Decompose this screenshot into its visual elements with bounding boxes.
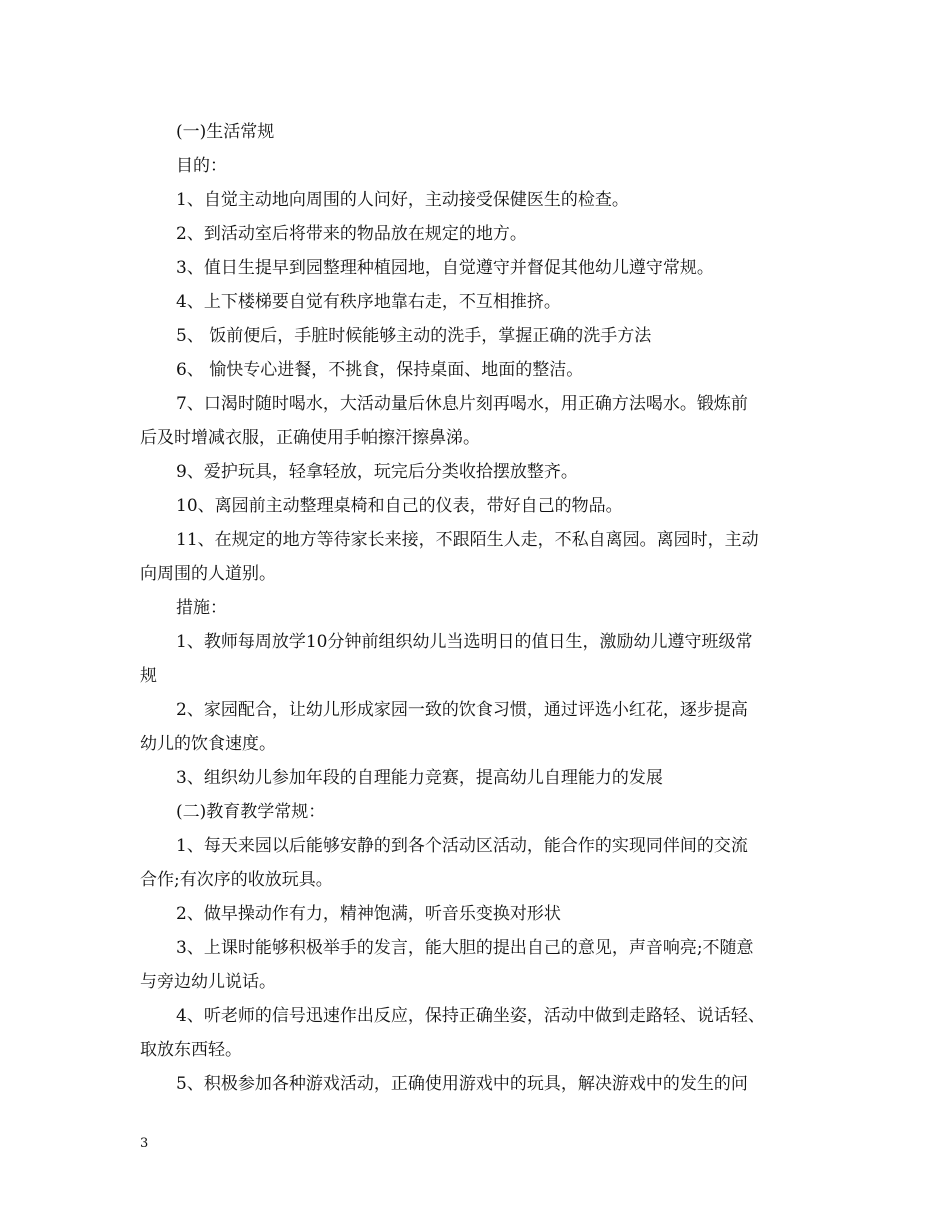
text-line: 4、上下楼梯要自觉有秩序地靠右走，不互相推挤。 bbox=[176, 292, 561, 312]
text-line: 向周围的人道别。 bbox=[140, 564, 276, 584]
text-line: 2、做早操动作有力，精神饱满，听音乐变换对形状 bbox=[176, 904, 561, 924]
text-line: 3、组织幼儿参加年段的自理能力竞赛，提高幼儿自理能力的发展 bbox=[176, 768, 663, 788]
text-line: 1、教师每周放学10分钟前组织幼儿当选明日的值日生，激励幼儿遵守班级常 bbox=[176, 632, 753, 652]
text-line: 规 bbox=[140, 666, 157, 686]
text-line: 5、 饭前便后，手脏时候能够主动的洗手，掌握正确的洗手方法 bbox=[176, 326, 652, 346]
text-line: 7、口渴时随时喝水，大活动量后休息片刻再喝水，用正确方法喝水。锻炼前 bbox=[176, 394, 748, 414]
text-line: 2、到活动室后将带来的物品放在规定的地方。 bbox=[176, 224, 527, 244]
text-line: 6、 愉快专心进餐，不挑食，保持桌面、地面的整洁。 bbox=[176, 360, 584, 380]
text-line: (二)教育教学常规： bbox=[176, 802, 326, 822]
text-line: 目的： bbox=[176, 156, 227, 176]
text-line: 3、值日生提早到园整理种植园地，自觉遵守并督促其他幼儿遵守常规。 bbox=[176, 258, 714, 278]
text-line: 4、听老师的信号迅速作出反应，保持正确坐姿，活动中做到走路轻、说话轻、 bbox=[176, 1006, 765, 1026]
text-line: 9、爱护玩具，轻拿轻放，玩完后分类收拾摆放整齐。 bbox=[176, 462, 578, 482]
text-line: 后及时增减衣服，正确使用手帕擦汗擦鼻涕。 bbox=[140, 428, 480, 448]
page-number: 3 bbox=[140, 1136, 149, 1151]
text-line: 11、在规定的地方等待家长来接，不跟陌生人走，不私自离园。离园时，主动 bbox=[176, 530, 759, 550]
text-line: 5、积极参加各种游戏活动，正确使用游戏中的玩具，解决游戏中的发生的问 bbox=[176, 1074, 748, 1094]
text-line: 幼儿的饮食速度。 bbox=[140, 734, 276, 754]
text-line: 1、自觉主动地向周围的人问好，主动接受保健医生的检查。 bbox=[176, 190, 629, 210]
text-line: 1、每天来园以后能够安静的到各个活动区活动，能合作的实现同伴间的交流 bbox=[176, 836, 748, 856]
text-line: 取放东西轻。 bbox=[140, 1040, 242, 1060]
text-line: 与旁边幼儿说话。 bbox=[140, 972, 276, 992]
text-line: 2、家园配合，让幼儿形成家园一致的饮食习惯，通过评选小红花，逐步提高 bbox=[176, 700, 748, 720]
text-line: 10、离园前主动整理桌椅和自己的仪表，带好自己的物品。 bbox=[176, 496, 623, 516]
text-line: 3、上课时能够积极举手的发言，能大胆的提出自己的意见，声音响亮;不随意 bbox=[176, 938, 754, 958]
document-body bbox=[140, 115, 820, 1101]
text-line: (一)生活常规 bbox=[176, 122, 275, 142]
text-line: 措施： bbox=[176, 598, 227, 618]
text-line: 合作;有次序的收放玩具。 bbox=[140, 870, 333, 890]
